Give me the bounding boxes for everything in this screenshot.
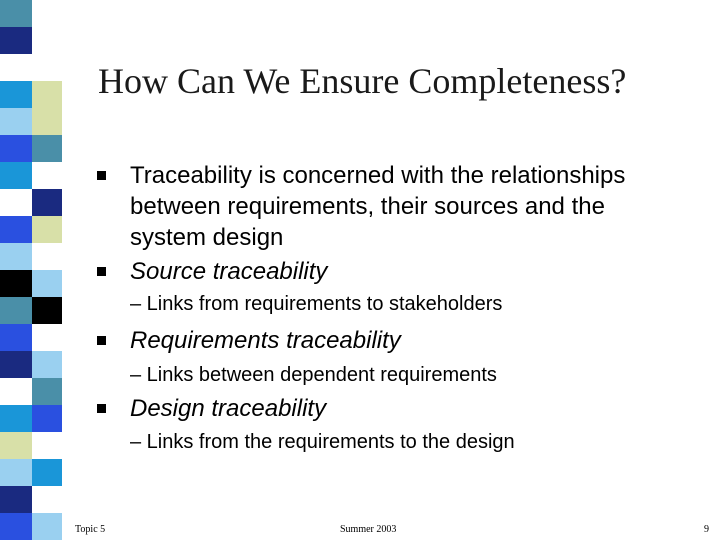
stripe-block	[32, 513, 62, 540]
bullet-text: Traceability is concerned with the relationships between requirements, their sources and the system design	[130, 162, 626, 251]
bullet-text: Design traceability	[130, 395, 327, 422]
stripe-block	[0, 486, 32, 513]
stripe-block	[0, 189, 32, 216]
stripe-block	[32, 54, 62, 81]
stripe-block	[32, 432, 62, 459]
stripe-block	[32, 135, 62, 162]
slide-number: 9	[704, 524, 709, 535]
stripe-block	[32, 459, 62, 486]
stripe-block	[0, 324, 32, 351]
stripe-block	[0, 81, 32, 108]
sub-bullet-text: – Links between dependent requirements	[130, 364, 497, 386]
slide-title: How Can We Ensure Completeness?	[98, 61, 627, 101]
stripe-block	[0, 459, 32, 486]
stripe-block	[0, 351, 32, 378]
square-bullet-icon	[97, 336, 106, 345]
footer-topic: Topic 5	[75, 524, 106, 535]
bullet-item	[97, 325, 657, 356]
stripe-block	[32, 243, 62, 270]
bullet-text: Requirements traceability	[130, 327, 401, 354]
stripe-block	[32, 189, 62, 216]
square-bullet-icon	[97, 267, 106, 276]
decorative-stripe	[0, 0, 62, 540]
stripe-block	[32, 81, 62, 108]
stripe-block	[32, 351, 62, 378]
sub-bullet-text: – Links from requirements to stakeholders	[130, 293, 503, 315]
stripe-block	[0, 27, 32, 54]
bullet-text: Source traceability	[130, 258, 328, 285]
sub-bullet-text: – Links from the requirements to the design	[130, 431, 515, 453]
stripe-block	[32, 297, 62, 324]
stripe-block	[0, 108, 32, 135]
stripe-block	[0, 243, 32, 270]
stripe-block	[32, 108, 62, 135]
stripe-block	[0, 135, 32, 162]
stripe-block	[32, 216, 62, 243]
stripe-block	[0, 54, 32, 81]
footer-date: Summer 2003	[340, 524, 397, 535]
square-bullet-icon	[97, 171, 106, 180]
square-bullet-icon	[97, 404, 106, 413]
stripe-block	[32, 27, 62, 54]
stripe-block	[0, 0, 32, 27]
stripe-block	[0, 270, 32, 297]
stripe-block	[32, 0, 62, 27]
stripe-block	[0, 162, 32, 189]
stripe-block	[0, 432, 32, 459]
stripe-block	[32, 486, 62, 513]
stripe-block	[32, 162, 62, 189]
stripe-block	[0, 216, 32, 243]
stripe-block	[32, 378, 62, 405]
bullet-item	[97, 393, 657, 424]
bullet-item	[97, 256, 657, 287]
stripe-block	[0, 513, 32, 540]
stripe-block	[32, 270, 62, 297]
stripe-block	[0, 297, 32, 324]
bullet-item	[97, 160, 657, 253]
stripe-block	[32, 324, 62, 351]
stripe-block	[32, 405, 62, 432]
stripe-block	[0, 378, 32, 405]
stripe-block	[0, 405, 32, 432]
